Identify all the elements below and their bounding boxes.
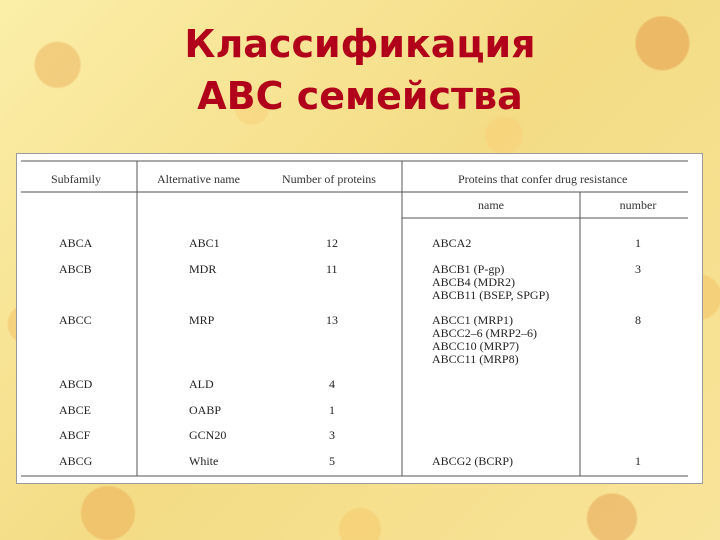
- row-abcg-subfamily: ABCG: [59, 454, 93, 468]
- row-abcc-name-3: ABCC10 (MRP7): [432, 339, 520, 353]
- row-abcc-name-4: ABCC11 (MRP8): [432, 352, 519, 366]
- row-abcg-count: 5: [329, 454, 335, 468]
- row-abcb-name-2: ABCB4 (MDR2): [432, 275, 516, 289]
- slide-title-line1: Классификация: [184, 22, 536, 66]
- table-rules: [17, 154, 702, 483]
- row-abcb-subfamily: ABCB: [59, 262, 92, 276]
- row-abcb-count: 11: [326, 262, 338, 276]
- row-abcc-alt: MRP: [189, 313, 215, 327]
- row-abcg-number: 1: [635, 454, 641, 468]
- abc-family-table: [16, 153, 703, 484]
- header-alternative-name: Alternative name: [157, 172, 240, 186]
- row-abca-alt: ABC1: [189, 236, 220, 250]
- row-abcf-alt: GCN20: [189, 428, 227, 442]
- row-abcd-count: 4: [329, 377, 335, 391]
- row-abcg-alt: White: [189, 454, 219, 468]
- row-abcc-name-1: ABCC1 (MRP1): [432, 313, 514, 327]
- row-abcd-subfamily: ABCD: [59, 377, 93, 391]
- row-abcb-alt: MDR: [189, 262, 217, 276]
- row-abcc-name-2: ABCC2–6 (MRP2–6): [432, 326, 538, 340]
- row-abcf-count: 3: [329, 428, 335, 442]
- slide-title-line2: ABC семейства: [197, 74, 523, 118]
- header-subfamily: Subfamily: [51, 172, 101, 186]
- header-number: number: [619, 198, 657, 212]
- row-abcc-subfamily: ABCC: [59, 313, 92, 327]
- row-abca-subfamily: ABCA: [59, 236, 93, 250]
- row-abcg-name-1: ABCG2 (BCRP): [432, 454, 514, 468]
- row-abce-count: 1: [329, 403, 335, 417]
- row-abcb-name-1: ABCB1 (P-gp): [432, 262, 505, 276]
- row-abcc-number: 8: [635, 313, 641, 327]
- row-abca-number: 1: [635, 236, 641, 250]
- header-number-of-proteins: Number of proteins: [282, 172, 376, 186]
- row-abca-count: 12: [326, 236, 338, 250]
- row-abce-subfamily: ABCE: [59, 403, 92, 417]
- row-abca-name-1: ABCA2: [432, 236, 472, 250]
- row-abcd-alt: ALD: [189, 377, 214, 391]
- row-abcb-name-3: ABCB11 (BSEP, SPGP): [432, 288, 550, 302]
- row-abcb-number: 3: [635, 262, 641, 276]
- slide-title: [0, 18, 720, 122]
- row-abce-alt: OABP: [189, 403, 222, 417]
- row-abcf-subfamily: ABCF: [59, 428, 91, 442]
- row-abcc-count: 13: [326, 313, 338, 327]
- header-drug-resistance: Proteins that confer drug resistance: [458, 172, 628, 186]
- header-name: name: [478, 198, 504, 212]
